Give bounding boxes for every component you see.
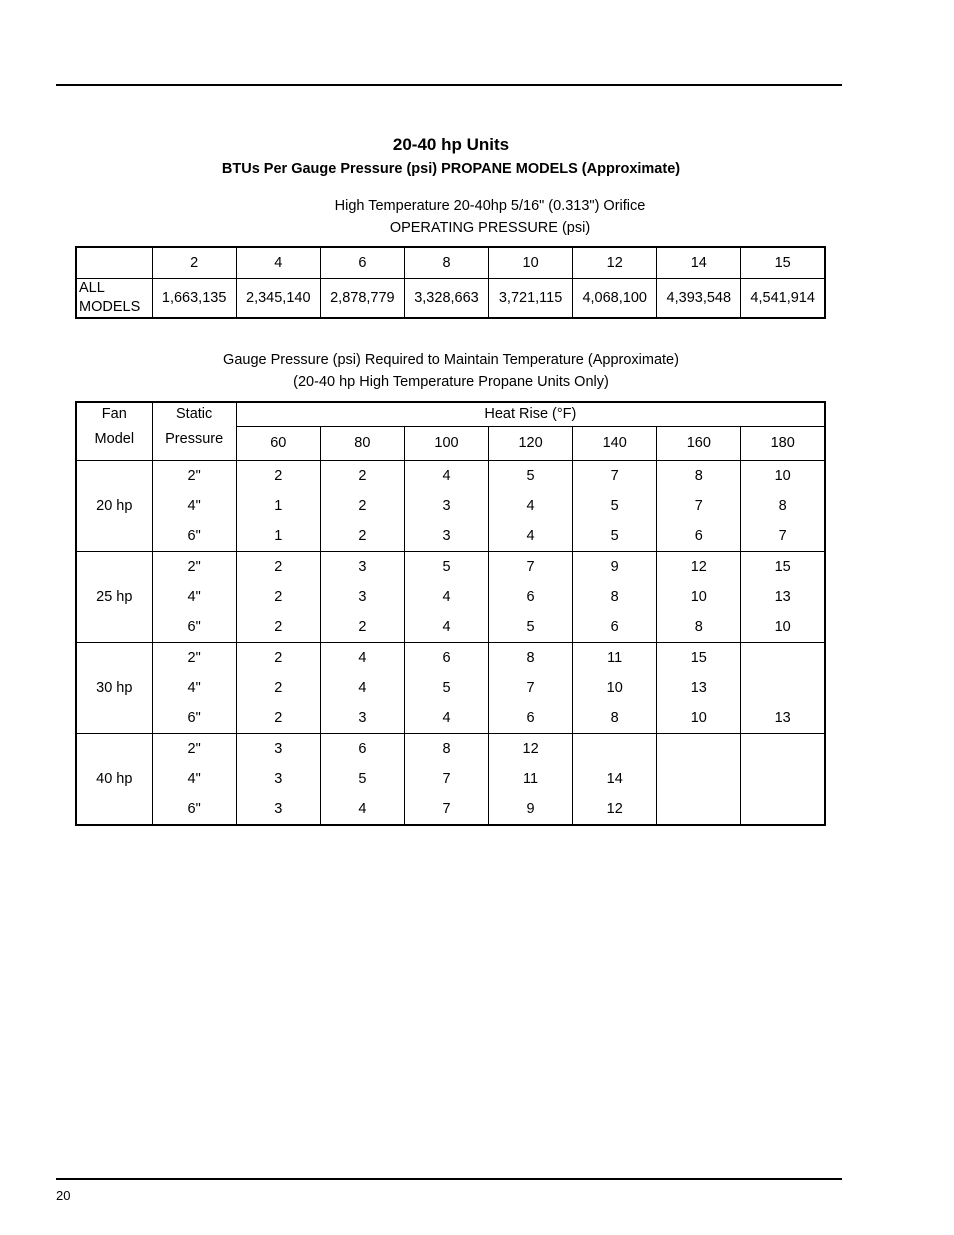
pressure-table-header-row2 <box>76 426 825 461</box>
gauge-pressure-cell: 1 <box>236 521 320 552</box>
gauge-pressure-cell <box>741 794 825 825</box>
gauge-pressure-cell: 2 <box>236 582 320 612</box>
gauge-pressure-cell: 8 <box>657 461 741 492</box>
gauge-pressure-cell: 4 <box>404 461 488 492</box>
btu-value-cell: 2,878,779 <box>320 279 404 319</box>
gauge-pressure-cell <box>741 643 825 674</box>
heat-rise-cell: 160 <box>657 426 741 461</box>
btu-value-cell: 1,663,135 <box>152 279 236 319</box>
gauge-pressure-cell: 5 <box>320 764 404 794</box>
pressure-header-cell: 2 <box>152 247 236 279</box>
gauge-pressure-cell: 5 <box>489 612 573 643</box>
gauge-pressure-cell: 2 <box>236 461 320 492</box>
pressure-header-cell: 15 <box>741 247 825 279</box>
gauge-pressure-cell <box>657 794 741 825</box>
static-pressure-cell: 4" <box>152 582 236 612</box>
gauge-pressure-cell <box>741 734 825 765</box>
gauge-pressure-cell: 11 <box>573 643 657 674</box>
gauge-pressure-cell: 3 <box>320 582 404 612</box>
gauge-pressure-cell: 3 <box>236 734 320 765</box>
heat-rise-cell: 180 <box>741 426 825 461</box>
btu-value-cell: 3,328,663 <box>404 279 488 319</box>
gauge-pressure-cell: 10 <box>741 612 825 643</box>
static-pressure-cell: 4" <box>152 673 236 703</box>
gauge-pressure-cell: 5 <box>573 521 657 552</box>
btu-value-cell: 3,721,115 <box>489 279 573 319</box>
static-pressure-cell: 2" <box>152 552 236 583</box>
gauge-pressure-cell: 9 <box>573 552 657 583</box>
static-pressure-cell: 6" <box>152 703 236 734</box>
table2-caption-line1: Gauge Pressure (psi) Required to Maintain Temperature (Approximate) <box>223 352 679 368</box>
gauge-pressure-cell: 8 <box>573 703 657 734</box>
gauge-pressure-cell: 2 <box>320 491 404 521</box>
gauge-pressure-cell: 8 <box>404 734 488 765</box>
table-row <box>76 552 825 583</box>
pressure-header-cell: 6 <box>320 247 404 279</box>
gauge-pressure-cell: 2 <box>320 612 404 643</box>
pressure-table <box>75 401 826 826</box>
fan-model-cell: 25 hp <box>76 552 152 643</box>
gauge-pressure-cell: 6 <box>573 612 657 643</box>
gauge-pressure-cell: 10 <box>657 582 741 612</box>
gauge-pressure-cell: 11 <box>489 764 573 794</box>
gauge-pressure-cell: 3 <box>236 764 320 794</box>
btu-value-cell: 4,393,548 <box>657 279 741 319</box>
gauge-pressure-cell: 10 <box>741 461 825 492</box>
btu-value-cell: 4,541,914 <box>741 279 825 319</box>
pressure-header-cell: 14 <box>657 247 741 279</box>
gauge-pressure-cell: 6 <box>657 521 741 552</box>
table-row <box>76 703 825 734</box>
btu-value-cell: 4,068,100 <box>573 279 657 319</box>
gauge-pressure-cell: 12 <box>573 794 657 825</box>
gauge-pressure-cell: 13 <box>657 673 741 703</box>
gauge-pressure-cell: 14 <box>573 764 657 794</box>
heat-rise-cell: 60 <box>236 426 320 461</box>
gauge-pressure-cell: 7 <box>489 552 573 583</box>
pressure-table-header-row1 <box>76 402 825 426</box>
gauge-pressure-cell: 7 <box>573 461 657 492</box>
btu-table-header-row <box>76 247 825 279</box>
col-static-header-top: Static <box>152 402 236 426</box>
gauge-pressure-cell: 5 <box>489 461 573 492</box>
btu-table-corner-cell <box>76 247 152 279</box>
gauge-pressure-cell <box>657 734 741 765</box>
gauge-pressure-cell: 2 <box>236 703 320 734</box>
table-row <box>76 461 825 492</box>
pressure-header-cell: 8 <box>404 247 488 279</box>
fan-model-cell: 30 hp <box>76 643 152 734</box>
gauge-pressure-cell: 7 <box>489 673 573 703</box>
gauge-pressure-cell: 4 <box>404 703 488 734</box>
gauge-pressure-cell: 5 <box>573 491 657 521</box>
gauge-pressure-cell: 5 <box>404 673 488 703</box>
gauge-pressure-cell: 10 <box>657 703 741 734</box>
gauge-pressure-cell: 6 <box>404 643 488 674</box>
page-number: 20 <box>56 1188 71 1203</box>
table1-caption-line1: High Temperature 20-40hp 5/16" (0.313") Orifice <box>334 198 646 214</box>
gauge-pressure-cell: 3 <box>404 491 488 521</box>
static-pressure-cell: 2" <box>152 461 236 492</box>
gauge-pressure-cell: 9 <box>489 794 573 825</box>
pressure-header-cell: 10 <box>489 247 573 279</box>
gauge-pressure-cell: 4 <box>404 582 488 612</box>
gauge-pressure-cell <box>657 764 741 794</box>
gauge-pressure-cell: 3 <box>320 552 404 583</box>
gauge-pressure-cell: 4 <box>320 673 404 703</box>
gauge-pressure-cell <box>741 764 825 794</box>
table-row <box>76 643 825 674</box>
page-title: 20-40 hp Units <box>392 135 510 154</box>
static-pressure-cell: 2" <box>152 734 236 765</box>
btu-table-data-row <box>76 279 825 319</box>
heat-rise-cell: 80 <box>320 426 404 461</box>
pressure-header-cell: 12 <box>573 247 657 279</box>
gauge-pressure-cell: 15 <box>657 643 741 674</box>
heat-rise-cell: 140 <box>573 426 657 461</box>
gauge-pressure-cell <box>741 673 825 703</box>
gauge-pressure-cell: 2 <box>236 612 320 643</box>
btu-table <box>75 246 826 319</box>
gauge-pressure-cell: 2 <box>236 643 320 674</box>
gauge-pressure-cell: 6 <box>489 703 573 734</box>
static-pressure-cell: 6" <box>152 521 236 552</box>
bottom-rule <box>56 1178 842 1180</box>
table-row <box>76 734 825 765</box>
pressure-header-cell: 4 <box>236 247 320 279</box>
table-row <box>76 794 825 825</box>
table-row <box>76 491 825 521</box>
btu-value-cell: 2,345,140 <box>236 279 320 319</box>
col-static-header-bottom: Pressure <box>152 426 236 461</box>
gauge-pressure-cell: 8 <box>657 612 741 643</box>
gauge-pressure-cell: 3 <box>404 521 488 552</box>
fan-model-cell: 20 hp <box>76 461 152 552</box>
col-fan-header-bottom: Model <box>76 426 152 461</box>
gauge-pressure-cell: 4 <box>320 794 404 825</box>
gauge-pressure-cell: 7 <box>404 764 488 794</box>
gauge-pressure-cell: 7 <box>657 491 741 521</box>
table2-caption-line2: (20-40 hp High Temperature Propane Units Only) <box>293 374 609 390</box>
static-pressure-cell: 4" <box>152 491 236 521</box>
heat-rise-cell: 100 <box>404 426 488 461</box>
gauge-pressure-cell: 2 <box>236 552 320 583</box>
table-row <box>76 673 825 703</box>
fan-model-cell: 40 hp <box>76 734 152 826</box>
gauge-pressure-cell: 4 <box>489 521 573 552</box>
gauge-pressure-cell: 6 <box>489 582 573 612</box>
gauge-pressure-cell: 12 <box>489 734 573 765</box>
gauge-pressure-cell: 6 <box>320 734 404 765</box>
gauge-pressure-cell: 15 <box>741 552 825 583</box>
gauge-pressure-cell: 13 <box>741 582 825 612</box>
static-pressure-cell: 2" <box>152 643 236 674</box>
page-subtitle: BTUs Per Gauge Pressure (psi) PROPANE MODELS (Approximate) <box>221 161 681 177</box>
static-pressure-cell: 6" <box>152 794 236 825</box>
top-rule <box>56 84 842 86</box>
gauge-pressure-cell: 8 <box>489 643 573 674</box>
gauge-pressure-cell: 4 <box>404 612 488 643</box>
gauge-pressure-cell: 10 <box>573 673 657 703</box>
table-row <box>76 582 825 612</box>
static-pressure-cell: 6" <box>152 612 236 643</box>
heat-rise-cell: 120 <box>489 426 573 461</box>
table1-caption-line2: OPERATING PRESSURE (psi) <box>389 220 591 236</box>
table-row <box>76 612 825 643</box>
gauge-pressure-cell: 8 <box>741 491 825 521</box>
gauge-pressure-cell: 8 <box>573 582 657 612</box>
gauge-pressure-cell: 7 <box>741 521 825 552</box>
btu-row-label: ALL MODELS <box>76 279 152 319</box>
gauge-pressure-cell: 13 <box>741 703 825 734</box>
heat-rise-header: Heat Rise (°F) <box>236 402 825 426</box>
col-fan-header-top: Fan <box>76 402 152 426</box>
static-pressure-cell: 4" <box>152 764 236 794</box>
table-row <box>76 764 825 794</box>
gauge-pressure-cell: 2 <box>320 461 404 492</box>
gauge-pressure-cell: 3 <box>320 703 404 734</box>
gauge-pressure-cell: 2 <box>236 673 320 703</box>
gauge-pressure-cell <box>573 734 657 765</box>
gauge-pressure-cell: 4 <box>320 643 404 674</box>
gauge-pressure-cell: 12 <box>657 552 741 583</box>
table-row <box>76 521 825 552</box>
gauge-pressure-cell: 2 <box>320 521 404 552</box>
gauge-pressure-cell: 7 <box>404 794 488 825</box>
gauge-pressure-cell: 4 <box>489 491 573 521</box>
gauge-pressure-cell: 3 <box>236 794 320 825</box>
gauge-pressure-cell: 5 <box>404 552 488 583</box>
gauge-pressure-cell: 1 <box>236 491 320 521</box>
